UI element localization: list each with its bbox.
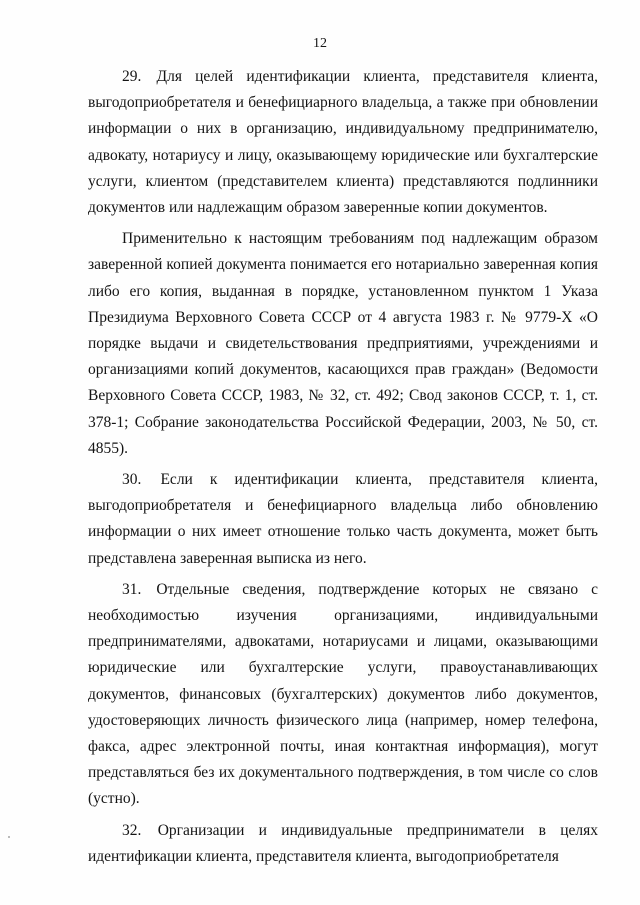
paragraph-number: 31. xyxy=(122,580,142,598)
document-body xyxy=(88,64,598,875)
paragraph-number: 29. xyxy=(122,68,142,85)
paragraph-text: Для целей идентификации клиента, представителя клиента, выгодоприобретателя и бенефициарного владельца, а также при обновлении информации о них в организацию, индивидуальному предпринимателю, адвокату, нотариусу и лицу, оказывающему юридические или бухгалтерские услуги, клиентом (представителем клиента) представляются подлинники документов или надлежащим образом заверенные копии документов. xyxy=(88,68,598,217)
paragraph-30 xyxy=(88,467,598,572)
paragraph-certified-copy-definition xyxy=(88,226,598,462)
paragraph-number: 30. xyxy=(122,471,142,489)
page-number: 12 xyxy=(313,36,327,51)
paragraph-31 xyxy=(88,577,598,813)
paragraph-text: Организации и индивидуальные предприниматели в целях идентификации клиента, представителя клиента, выгодоприобретателя xyxy=(88,821,599,865)
paragraph-text: Применительно к настоящим требованиям под надлежащим образом заверенной копией документа понимается его нотариально заверенная копия либо его копия, выданная в порядке, установленном пунктом 1 Указа Президиума Верховного Совета СССР от 4 августа 1983 г. № 9779-Х «О порядке выдачи и свидетельствования предприятиями, учреждениями и организациями копий документов, касающихся прав граждан» (Ведомости Верховного Совета СССР, 1983, № 32, ст. 492; Свод законов СССР, т. 1, ст. 378-1; Собрание законодательства Российской Федерации, 2003, № 50, ст. 4855). xyxy=(88,230,598,457)
paragraph-text: Отдельные сведения, подтверждение которых не связано с необходимостью изучения организациями, индивидуальными предпринимателями, адвокатами, нотариусами и лицами, оказывающими юридические или бухгалтерские услуги, правоустанавливающих документов, финансовых (бухгалтерских) документов либо документов, удостоверяющих личность физического лица (например, номер телефона, факса, адрес электронной почты, иная контактная информация), могут представляться без их документального подтверждения, в том числе со слов (устно). xyxy=(88,580,599,808)
scan-speck xyxy=(8,836,10,838)
paragraph-text: Если к идентификации клиента, представителя клиента, выгодоприобретателя и бенефициарного владельца либо обновлению информации о них имеет отношение только часть документа, может быть представлена заверенная выписка из него. xyxy=(88,471,598,567)
paragraph-29 xyxy=(88,64,598,221)
paragraph-32 xyxy=(88,818,598,870)
paragraph-number: 32. xyxy=(122,821,142,839)
